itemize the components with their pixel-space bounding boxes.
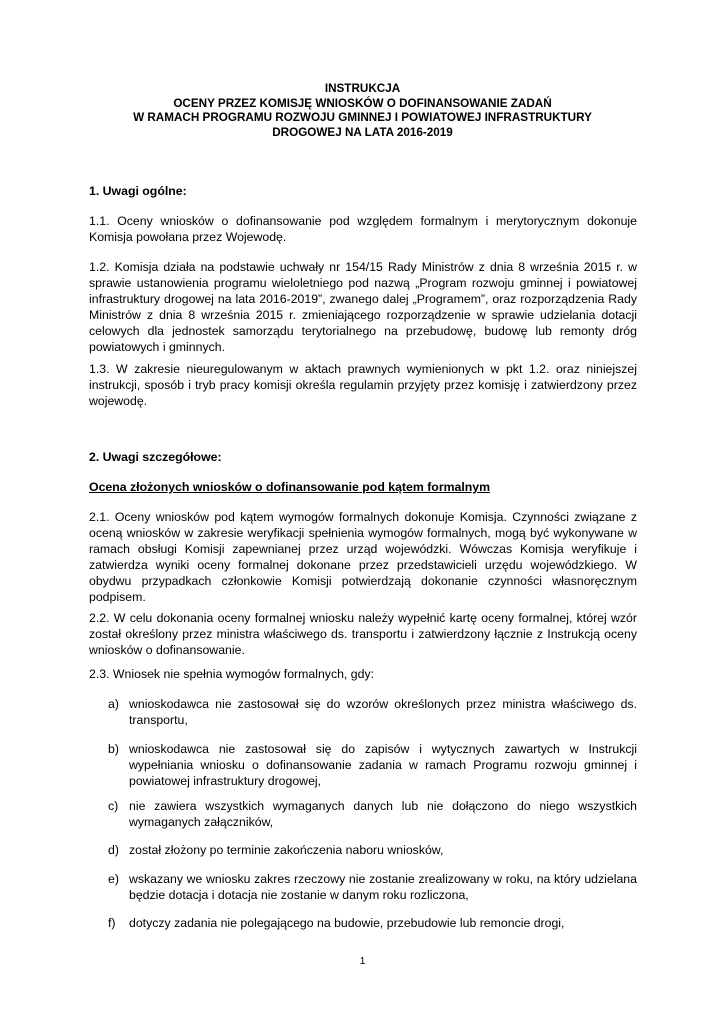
section-1-heading: 1. Uwagi ogólne: <box>89 184 187 198</box>
document-title <box>90 82 635 140</box>
title-line-1: INSTRUKCJA <box>324 82 401 95</box>
paragraph-2-2: 2.2. W celu dokonania oceny formalnej wniosku należy wypełnić kartę oceny formalnej, której wzór został określony przez ministra właściwego ds. transportu i zatwierdzony łącznie z Instrukcją oceny wniosków o dofinansowanie. <box>89 611 637 657</box>
list-item-label: d) <box>108 843 119 857</box>
list-item-label: a) <box>108 697 119 711</box>
section-2-heading: 2. Uwagi szczegółowe: <box>89 450 222 464</box>
list-item-text: wnioskodawca nie zastosował się do zapisów i wytycznych zawartych w Instrukcji wypełniania wniosku o dofinansowanie zadania w ramach Programu rozwoju gminnej i powiatowej infrastruktury drogowej, <box>129 742 637 788</box>
section-2-subheading: Ocena złożonych wniosków o dofinansowanie pod kątem formalnym <box>89 480 491 494</box>
list-item-label: f) <box>108 916 116 930</box>
list-item-text: został złożony po terminie zakończenia naboru wniosków, <box>129 843 444 857</box>
list-item-label: c) <box>108 799 119 813</box>
title-line-4: DROGOWEJ NA LATA 2016-2019 <box>272 125 453 139</box>
title-line-3: W RAMACH PROGRAMU ROZWOJU GMINNEJ I POWIATOWEJ INFRASTRUKTURY <box>133 111 592 125</box>
list-item-label: b) <box>108 742 119 756</box>
paragraph-1-1: 1.1. Oceny wniosków o dofinansowanie pod względem formalnym i merytorycznym dokonuje Komisja powołana przez Wojewodę. <box>89 214 637 244</box>
title-line-2: OCENY PRZEZ KOMISJĘ WNIOSKÓW O DOFINANSOWANIE ZADAŃ <box>173 96 552 110</box>
paragraph-1-2: 1.2. Komisja działa na podstawie uchwały nr 154/15 Rady Ministrów z dnia 8 września 2015 r. w sprawie ustanowienia programu wieloletniego pod nazwą „Program rozwoju gminnej i powiatowej infrastruktury drogowej na lata 2016-2019”, zwanego dalej „Programem”, oraz rozporządzenia Rady Ministrów z dnia 8 września 2015 r. zmieniającego rozporządzenie w sprawie udzielania dotacji celowych dla jednostek samorządu terytorialnego na przebudowę, budowę lub remonty dróg powiatowych i gminnych. <box>89 260 637 354</box>
paragraph-2-3: 2.3. Wniosek nie spełnia wymogów formalnych, gdy: <box>89 667 375 681</box>
paragraph-1-3: 1.3. W zakresie nieuregulowanym w aktach prawnych wymienionych w pkt 1.2. oraz niniejszej instrukcji, sposób i tryb pracy komisji określa regulamin przyjęty przez komisję i zatwierdzony przez wojewodę. <box>89 362 637 408</box>
paragraph-2-1: 2.1. Oceny wniosków pod kątem wymogów formalnych dokonuje Komisja. Czynności związane z oceną wniosków w zakresie weryfikacji spełnienia wymogów formalnych, mogą być wykonywane w ramach obsługi Komisji zapewnianej przez urząd wojewódzki. Wówczas Komisja weryfikuje i zatwierdza wyniki oceny formalnej dokonane przez przedstawicieli urzędu wojewódzkiego. W obydwu przypadkach członkowie Komisji potwierdzają dokonanie czynności własnoręcznym podpisem. <box>89 510 637 604</box>
list-item-label: e) <box>108 872 119 886</box>
list-item-text: nie zawiera wszystkich wymaganych danych lub nie dołączono do niego wszystkich wymaganych załączników, <box>129 799 637 829</box>
page-number: 1 <box>359 955 366 967</box>
list-item-text: wnioskodawca nie zastosował się do wzorów określonych przez ministra właściwego ds. transportu, <box>129 697 637 727</box>
list-item-text: dotyczy zadania nie polegającego na budowie, przebudowie lub remoncie drogi, <box>129 916 565 930</box>
list-item-text: wskazany we wniosku zakres rzeczowy nie zostanie zrealizowany w roku, na który udzielana będzie dotacja i dotacja nie zostanie w danym roku rozliczona, <box>129 872 637 902</box>
